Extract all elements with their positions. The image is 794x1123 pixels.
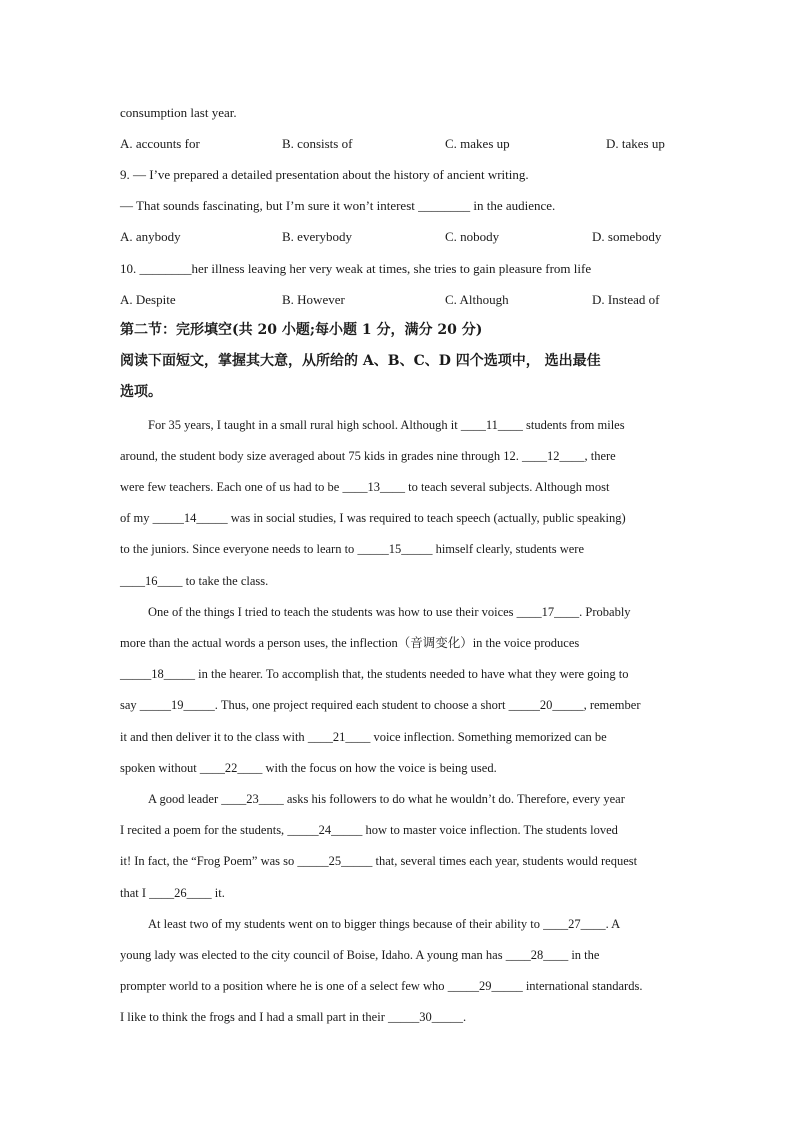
- q9-option-c: C. nobody: [445, 229, 500, 244]
- cloze-blank-14: _____14_____: [152, 511, 228, 525]
- cloze-blank-28: ____28____: [505, 948, 569, 962]
- cloze-blank-15: _____15_____: [357, 542, 433, 556]
- q9-option-a: A. anybody: [120, 229, 181, 244]
- passage-line: more than the actual words a person uses, the inflection（音调变化）in the voice produces: [120, 636, 580, 650]
- q10-option-c: C. Although: [445, 292, 509, 307]
- passage-line: I like to think the frogs and I had a small part in their _____30_____.: [120, 1010, 467, 1024]
- passage-line: it! In fact, the “Frog Poem” was so _____25_____ that, several times each year, students would request: [120, 854, 638, 868]
- section-instruction-line1: 阅读下面短文，掌握其大意，从所给的 A、B、C、D 四个选项中， 选出最佳: [120, 353, 601, 369]
- cloze-blank-16: ____16____: [120, 574, 183, 588]
- q10-option-d: D. Instead of: [592, 292, 660, 307]
- passage-line: to the juniors. Since everyone needs to learn to _____15_____ himself clearly, students were: [120, 542, 585, 556]
- cloze-blank-17: ____17____: [516, 605, 580, 619]
- cloze-blank-27: ____27____: [543, 917, 606, 931]
- passage-line: young lady was elected to the city council of Boise, Idaho. A young man has ____28____ in the: [120, 948, 600, 962]
- passage-line: spoken without ____22____ with the focus on how the voice is being used.: [120, 761, 497, 775]
- q9-line2: — That sounds fascinating, but I’m sure it won’t interest ________ in the audience.: [120, 198, 556, 213]
- passage-line: it and then deliver it to the class with ____21____ voice inflection. Something memorized can be: [120, 730, 607, 744]
- cloze-blank-26: ____26____: [149, 886, 212, 900]
- cloze-blank-23: ____23____: [221, 792, 284, 806]
- cloze-blank-18: _____18_____: [120, 667, 195, 681]
- passage-line: For 35 years, I taught in a small rural high school. Although it ____11____ students from miles: [148, 418, 625, 432]
- q9-line1: 9. — I’ve prepared a detailed presentation about the history of ancient writing.: [120, 167, 529, 182]
- q8-option-c: C. makes up: [445, 136, 510, 151]
- cloze-blank-13: ____13____: [342, 480, 405, 494]
- q9-option-d: D. somebody: [592, 229, 662, 244]
- q10-option-b: B. However: [282, 292, 345, 307]
- cloze-blank-24: _____24_____: [287, 823, 363, 837]
- cloze-blank-12: ____12____: [522, 449, 585, 463]
- section-title: 第二节：完形填空(共 20 小题;每小题 1 分，满分 20 分): [120, 322, 483, 338]
- passage-line: that I ____26____ it.: [120, 886, 225, 900]
- cloze-blank-22: ____22____: [199, 761, 263, 775]
- passage-line: ____16____ to take the class.: [120, 574, 269, 588]
- passage-line: A good leader ____23____ asks his followers to do what he wouldn’t do. Therefore, every year: [148, 792, 625, 806]
- q10-option-a: A. Despite: [120, 292, 176, 307]
- cloze-blank-30: _____30_____: [388, 1010, 463, 1024]
- q8-option-d: D. takes up: [606, 136, 665, 151]
- answer-blank: ________: [418, 198, 471, 213]
- answer-blank: ________: [139, 261, 192, 276]
- q8-option-b: B. consists of: [282, 136, 353, 151]
- passage-line: I recited a poem for the students, _____24_____ how to master voice inflection. The students loved: [120, 823, 618, 837]
- passage-line: of my _____14_____ was in social studies, I was required to teach speech (actually, public speaking): [120, 511, 626, 525]
- q8-tail: consumption last year.: [120, 105, 237, 120]
- cloze-blank-21: ____21____: [307, 730, 371, 744]
- cloze-blank-25: _____25_____: [297, 854, 373, 868]
- section-instruction-line2: 选项。: [120, 384, 162, 400]
- passage-line: around, the student body size averaged about 75 kids in grades nine through 12. ____12____, there: [120, 449, 616, 463]
- passage-line: At least two of my students went on to bigger things because of their ability to ____27____. A: [148, 917, 621, 931]
- passage-line: say _____19_____. Thus, one project required each student to choose a short _____20_____, remember: [120, 698, 641, 712]
- passage-line: were few teachers. Each one of us had to be ____13____ to teach several subjects. Although most: [120, 480, 610, 494]
- q9-option-b: B. everybody: [282, 229, 353, 244]
- passage-line: prompter world to a position where he is one of a select few who _____29_____ international standards.: [120, 979, 643, 993]
- passage-line: One of the things I tried to teach the students was how to use their voices ____17____. Probably: [148, 605, 631, 619]
- cloze-blank-29: _____29_____: [447, 979, 523, 993]
- q10-stem: 10. ________her illness leaving her very weak at times, she tries to gain pleasure from life: [120, 261, 592, 276]
- cloze-blank-19: _____19_____: [139, 698, 215, 712]
- q8-option-a: A. accounts for: [120, 136, 200, 151]
- cloze-blank-11: ____11____: [460, 418, 523, 432]
- passage-line: _____18_____ in the hearer. To accomplish that, the students needed to have what they were going to: [120, 667, 629, 681]
- cloze-blank-20: _____20_____: [508, 698, 584, 712]
